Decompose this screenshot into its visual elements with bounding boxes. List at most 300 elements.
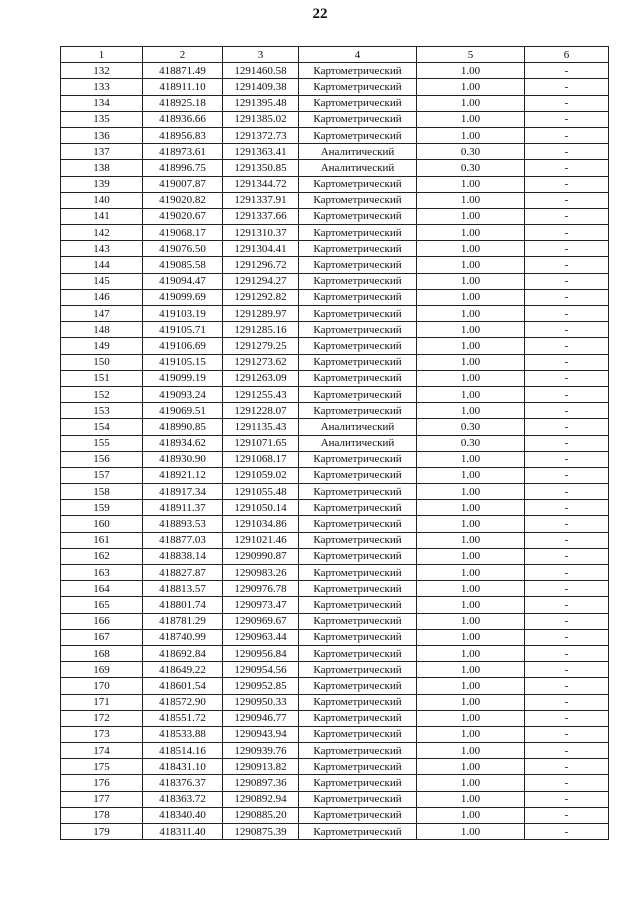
method-cell: Картометрический <box>299 484 417 500</box>
note-cell: - <box>525 678 609 694</box>
method-cell: Картометрический <box>299 386 417 402</box>
note-cell: - <box>525 241 609 257</box>
note-cell: - <box>525 694 609 710</box>
method-cell: Картометрический <box>299 662 417 678</box>
note-cell: - <box>525 548 609 564</box>
note-cell: - <box>525 662 609 678</box>
column-header: 1 <box>61 47 143 63</box>
x-coordinate-cell: 418827.87 <box>143 565 223 581</box>
note-cell: - <box>525 79 609 95</box>
y-coordinate-cell: 1291344.72 <box>223 176 299 192</box>
table-row <box>61 192 609 208</box>
accuracy-cell: 1.00 <box>417 95 525 111</box>
y-coordinate-cell: 1291350.85 <box>223 160 299 176</box>
x-coordinate-cell: 418781.29 <box>143 613 223 629</box>
table-row <box>61 176 609 192</box>
x-coordinate-cell: 418363.72 <box>143 791 223 807</box>
accuracy-cell: 1.00 <box>417 694 525 710</box>
accuracy-cell: 1.00 <box>417 241 525 257</box>
y-coordinate-cell: 1291294.27 <box>223 273 299 289</box>
table-row <box>61 726 609 742</box>
x-coordinate-cell: 418934.62 <box>143 435 223 451</box>
y-coordinate-cell: 1290956.84 <box>223 645 299 661</box>
method-cell: Картометрический <box>299 338 417 354</box>
x-coordinate-cell: 419105.15 <box>143 354 223 370</box>
y-coordinate-cell: 1291135.43 <box>223 419 299 435</box>
point-number-cell: 178 <box>61 807 143 823</box>
x-coordinate-cell: 418376.37 <box>143 775 223 791</box>
y-coordinate-cell: 1291255.43 <box>223 386 299 402</box>
table-row <box>61 354 609 370</box>
method-cell: Картометрический <box>299 403 417 419</box>
note-cell: - <box>525 726 609 742</box>
note-cell: - <box>525 532 609 548</box>
table-row <box>61 548 609 564</box>
table-row <box>61 597 609 613</box>
note-cell: - <box>525 306 609 322</box>
coordinates-table <box>60 46 609 840</box>
note-cell: - <box>525 807 609 823</box>
x-coordinate-cell: 418936.66 <box>143 111 223 127</box>
note-cell: - <box>525 338 609 354</box>
method-cell: Картометрический <box>299 581 417 597</box>
method-cell: Картометрический <box>299 354 417 370</box>
x-coordinate-cell: 418917.34 <box>143 484 223 500</box>
point-number-cell: 140 <box>61 192 143 208</box>
method-cell: Картометрический <box>299 95 417 111</box>
method-cell: Картометрический <box>299 208 417 224</box>
x-coordinate-cell: 418877.03 <box>143 532 223 548</box>
column-header: 6 <box>525 47 609 63</box>
accuracy-cell: 1.00 <box>417 306 525 322</box>
y-coordinate-cell: 1291395.48 <box>223 95 299 111</box>
point-number-cell: 169 <box>61 662 143 678</box>
table-row <box>61 95 609 111</box>
table-row <box>61 79 609 95</box>
point-number-cell: 177 <box>61 791 143 807</box>
accuracy-cell: 1.00 <box>417 532 525 548</box>
point-number-cell: 165 <box>61 597 143 613</box>
table-row <box>61 289 609 305</box>
method-cell: Аналитический <box>299 160 417 176</box>
point-number-cell: 146 <box>61 289 143 305</box>
point-number-cell: 157 <box>61 467 143 483</box>
point-number-cell: 166 <box>61 613 143 629</box>
y-coordinate-cell: 1291363.41 <box>223 144 299 160</box>
accuracy-cell: 0.30 <box>417 435 525 451</box>
note-cell: - <box>525 775 609 791</box>
column-header: 2 <box>143 47 223 63</box>
x-coordinate-cell: 419103.19 <box>143 306 223 322</box>
point-number-cell: 144 <box>61 257 143 273</box>
table-row <box>61 370 609 386</box>
method-cell: Аналитический <box>299 419 417 435</box>
x-coordinate-cell: 418801.74 <box>143 597 223 613</box>
method-cell: Картометрический <box>299 306 417 322</box>
accuracy-cell: 1.00 <box>417 629 525 645</box>
x-coordinate-cell: 419099.69 <box>143 289 223 305</box>
y-coordinate-cell: 1290913.82 <box>223 759 299 775</box>
accuracy-cell: 1.00 <box>417 289 525 305</box>
method-cell: Картометрический <box>299 63 417 79</box>
y-coordinate-cell: 1290897.36 <box>223 775 299 791</box>
accuracy-cell: 1.00 <box>417 338 525 354</box>
note-cell: - <box>525 95 609 111</box>
note-cell: - <box>525 208 609 224</box>
method-cell: Картометрический <box>299 241 417 257</box>
method-cell: Аналитический <box>299 144 417 160</box>
point-number-cell: 162 <box>61 548 143 564</box>
x-coordinate-cell: 418838.14 <box>143 548 223 564</box>
note-cell: - <box>525 354 609 370</box>
point-number-cell: 138 <box>61 160 143 176</box>
x-coordinate-cell: 419020.67 <box>143 208 223 224</box>
x-coordinate-cell: 418973.61 <box>143 144 223 160</box>
accuracy-cell: 1.00 <box>417 775 525 791</box>
x-coordinate-cell: 419105.71 <box>143 322 223 338</box>
y-coordinate-cell: 1290950.33 <box>223 694 299 710</box>
y-coordinate-cell: 1290875.39 <box>223 824 299 840</box>
point-number-cell: 149 <box>61 338 143 354</box>
accuracy-cell: 1.00 <box>417 516 525 532</box>
accuracy-cell: 0.30 <box>417 144 525 160</box>
table-row <box>61 662 609 678</box>
point-number-cell: 170 <box>61 678 143 694</box>
table-header-row <box>61 47 609 63</box>
y-coordinate-cell: 1291034.86 <box>223 516 299 532</box>
y-coordinate-cell: 1290952.85 <box>223 678 299 694</box>
point-number-cell: 132 <box>61 63 143 79</box>
point-number-cell: 147 <box>61 306 143 322</box>
accuracy-cell: 1.00 <box>417 807 525 823</box>
y-coordinate-cell: 1291263.09 <box>223 370 299 386</box>
method-cell: Картометрический <box>299 824 417 840</box>
method-cell: Картометрический <box>299 791 417 807</box>
accuracy-cell: 1.00 <box>417 451 525 467</box>
point-number-cell: 156 <box>61 451 143 467</box>
x-coordinate-cell: 418930.90 <box>143 451 223 467</box>
table-row <box>61 451 609 467</box>
y-coordinate-cell: 1291310.37 <box>223 225 299 241</box>
table-row <box>61 241 609 257</box>
y-coordinate-cell: 1290939.76 <box>223 743 299 759</box>
note-cell: - <box>525 127 609 143</box>
accuracy-cell: 1.00 <box>417 386 525 402</box>
accuracy-cell: 1.00 <box>417 484 525 500</box>
point-number-cell: 175 <box>61 759 143 775</box>
point-number-cell: 176 <box>61 775 143 791</box>
method-cell: Картометрический <box>299 127 417 143</box>
table-row <box>61 257 609 273</box>
x-coordinate-cell: 418340.40 <box>143 807 223 823</box>
point-number-cell: 135 <box>61 111 143 127</box>
table-row <box>61 386 609 402</box>
note-cell: - <box>525 144 609 160</box>
note-cell: - <box>525 176 609 192</box>
method-cell: Картометрический <box>299 678 417 694</box>
note-cell: - <box>525 565 609 581</box>
y-coordinate-cell: 1290963.44 <box>223 629 299 645</box>
table-row <box>61 419 609 435</box>
point-number-cell: 136 <box>61 127 143 143</box>
y-coordinate-cell: 1290892.94 <box>223 791 299 807</box>
note-cell: - <box>525 273 609 289</box>
y-coordinate-cell: 1290983.26 <box>223 565 299 581</box>
x-coordinate-cell: 418572.90 <box>143 694 223 710</box>
point-number-cell: 153 <box>61 403 143 419</box>
table-row <box>61 516 609 532</box>
method-cell: Картометрический <box>299 192 417 208</box>
point-number-cell: 158 <box>61 484 143 500</box>
table-row <box>61 225 609 241</box>
accuracy-cell: 1.00 <box>417 824 525 840</box>
method-cell: Картометрический <box>299 710 417 726</box>
y-coordinate-cell: 1291337.66 <box>223 208 299 224</box>
note-cell: - <box>525 289 609 305</box>
table-row <box>61 467 609 483</box>
y-coordinate-cell: 1291068.17 <box>223 451 299 467</box>
accuracy-cell: 1.00 <box>417 565 525 581</box>
y-coordinate-cell: 1291279.25 <box>223 338 299 354</box>
note-cell: - <box>525 516 609 532</box>
accuracy-cell: 1.00 <box>417 257 525 273</box>
accuracy-cell: 1.00 <box>417 273 525 289</box>
note-cell: - <box>525 322 609 338</box>
accuracy-cell: 1.00 <box>417 79 525 95</box>
x-coordinate-cell: 419094.47 <box>143 273 223 289</box>
y-coordinate-cell: 1290976.78 <box>223 581 299 597</box>
note-cell: - <box>525 160 609 176</box>
accuracy-cell: 1.00 <box>417 403 525 419</box>
accuracy-cell: 1.00 <box>417 63 525 79</box>
x-coordinate-cell: 418740.99 <box>143 629 223 645</box>
accuracy-cell: 0.30 <box>417 419 525 435</box>
method-cell: Картометрический <box>299 225 417 241</box>
note-cell: - <box>525 613 609 629</box>
column-header: 5 <box>417 47 525 63</box>
point-number-cell: 159 <box>61 500 143 516</box>
x-coordinate-cell: 418533.88 <box>143 726 223 742</box>
note-cell: - <box>525 63 609 79</box>
x-coordinate-cell: 418921.12 <box>143 467 223 483</box>
method-cell: Картометрический <box>299 467 417 483</box>
note-cell: - <box>525 484 609 500</box>
accuracy-cell: 1.00 <box>417 678 525 694</box>
point-number-cell: 139 <box>61 176 143 192</box>
note-cell: - <box>525 257 609 273</box>
y-coordinate-cell: 1290946.77 <box>223 710 299 726</box>
y-coordinate-cell: 1291385.02 <box>223 111 299 127</box>
y-coordinate-cell: 1291304.41 <box>223 241 299 257</box>
note-cell: - <box>525 500 609 516</box>
table-row <box>61 581 609 597</box>
page-number: 22 <box>312 6 328 22</box>
method-cell: Картометрический <box>299 370 417 386</box>
table-row <box>61 403 609 419</box>
accuracy-cell: 1.00 <box>417 111 525 127</box>
point-number-cell: 160 <box>61 516 143 532</box>
y-coordinate-cell: 1290969.67 <box>223 613 299 629</box>
method-cell: Картометрический <box>299 613 417 629</box>
x-coordinate-cell: 418514.16 <box>143 743 223 759</box>
table-row <box>61 435 609 451</box>
x-coordinate-cell: 418956.83 <box>143 127 223 143</box>
x-coordinate-cell: 418996.75 <box>143 160 223 176</box>
table-row <box>61 306 609 322</box>
note-cell: - <box>525 824 609 840</box>
y-coordinate-cell: 1290885.20 <box>223 807 299 823</box>
x-coordinate-cell: 419069.51 <box>143 403 223 419</box>
note-cell: - <box>525 743 609 759</box>
x-coordinate-cell: 418311.40 <box>143 824 223 840</box>
method-cell: Картометрический <box>299 322 417 338</box>
table-row <box>61 791 609 807</box>
accuracy-cell: 1.00 <box>417 192 525 208</box>
x-coordinate-cell: 419020.82 <box>143 192 223 208</box>
y-coordinate-cell: 1291021.46 <box>223 532 299 548</box>
table-row <box>61 273 609 289</box>
accuracy-cell: 1.00 <box>417 548 525 564</box>
note-cell: - <box>525 225 609 241</box>
note-cell: - <box>525 451 609 467</box>
accuracy-cell: 1.00 <box>417 662 525 678</box>
y-coordinate-cell: 1290954.56 <box>223 662 299 678</box>
y-coordinate-cell: 1291285.16 <box>223 322 299 338</box>
table-row <box>61 710 609 726</box>
y-coordinate-cell: 1290973.47 <box>223 597 299 613</box>
y-coordinate-cell: 1291055.48 <box>223 484 299 500</box>
accuracy-cell: 1.00 <box>417 743 525 759</box>
point-number-cell: 143 <box>61 241 143 257</box>
table-row <box>61 678 609 694</box>
column-header: 4 <box>299 47 417 63</box>
point-number-cell: 167 <box>61 629 143 645</box>
accuracy-cell: 1.00 <box>417 759 525 775</box>
point-number-cell: 152 <box>61 386 143 402</box>
accuracy-cell: 1.00 <box>417 225 525 241</box>
note-cell: - <box>525 386 609 402</box>
point-number-cell: 171 <box>61 694 143 710</box>
x-coordinate-cell: 418990.85 <box>143 419 223 435</box>
x-coordinate-cell: 418692.84 <box>143 645 223 661</box>
method-cell: Картометрический <box>299 257 417 273</box>
method-cell: Картометрический <box>299 273 417 289</box>
accuracy-cell: 1.00 <box>417 176 525 192</box>
x-coordinate-cell: 419068.17 <box>143 225 223 241</box>
note-cell: - <box>525 419 609 435</box>
method-cell: Картометрический <box>299 516 417 532</box>
y-coordinate-cell: 1290990.87 <box>223 548 299 564</box>
accuracy-cell: 0.30 <box>417 160 525 176</box>
table-row <box>61 629 609 645</box>
y-coordinate-cell: 1291296.72 <box>223 257 299 273</box>
point-number-cell: 151 <box>61 370 143 386</box>
method-cell: Картометрический <box>299 759 417 775</box>
note-cell: - <box>525 791 609 807</box>
y-coordinate-cell: 1291059.02 <box>223 467 299 483</box>
x-coordinate-cell: 418813.57 <box>143 581 223 597</box>
x-coordinate-cell: 418431.10 <box>143 759 223 775</box>
note-cell: - <box>525 435 609 451</box>
method-cell: Картометрический <box>299 111 417 127</box>
note-cell: - <box>525 597 609 613</box>
accuracy-cell: 1.00 <box>417 127 525 143</box>
table-row <box>61 565 609 581</box>
accuracy-cell: 1.00 <box>417 613 525 629</box>
table-row <box>61 694 609 710</box>
y-coordinate-cell: 1291050.14 <box>223 500 299 516</box>
accuracy-cell: 1.00 <box>417 467 525 483</box>
method-cell: Картометрический <box>299 807 417 823</box>
table-row <box>61 63 609 79</box>
table-row <box>61 208 609 224</box>
method-cell: Картометрический <box>299 694 417 710</box>
table-row <box>61 144 609 160</box>
method-cell: Картометрический <box>299 645 417 661</box>
y-coordinate-cell: 1291228.07 <box>223 403 299 419</box>
method-cell: Картометрический <box>299 289 417 305</box>
y-coordinate-cell: 1291273.62 <box>223 354 299 370</box>
note-cell: - <box>525 759 609 775</box>
point-number-cell: 141 <box>61 208 143 224</box>
point-number-cell: 164 <box>61 581 143 597</box>
accuracy-cell: 1.00 <box>417 645 525 661</box>
method-cell: Картометрический <box>299 775 417 791</box>
point-number-cell: 142 <box>61 225 143 241</box>
point-number-cell: 154 <box>61 419 143 435</box>
x-coordinate-cell: 418601.54 <box>143 678 223 694</box>
method-cell: Картометрический <box>299 726 417 742</box>
y-coordinate-cell: 1291409.38 <box>223 79 299 95</box>
method-cell: Картометрический <box>299 500 417 516</box>
table-row <box>61 645 609 661</box>
y-coordinate-cell: 1291292.82 <box>223 289 299 305</box>
table-row <box>61 160 609 176</box>
point-number-cell: 161 <box>61 532 143 548</box>
table-row <box>61 500 609 516</box>
method-cell: Аналитический <box>299 435 417 451</box>
y-coordinate-cell: 1291460.58 <box>223 63 299 79</box>
accuracy-cell: 1.00 <box>417 597 525 613</box>
table-row <box>61 127 609 143</box>
point-number-cell: 173 <box>61 726 143 742</box>
table-body <box>61 63 609 840</box>
accuracy-cell: 1.00 <box>417 791 525 807</box>
x-coordinate-cell: 419085.58 <box>143 257 223 273</box>
method-cell: Картометрический <box>299 597 417 613</box>
y-coordinate-cell: 1290943.94 <box>223 726 299 742</box>
x-coordinate-cell: 419099.19 <box>143 370 223 386</box>
column-header: 3 <box>223 47 299 63</box>
x-coordinate-cell: 419093.24 <box>143 386 223 402</box>
point-number-cell: 145 <box>61 273 143 289</box>
point-number-cell: 137 <box>61 144 143 160</box>
method-cell: Картометрический <box>299 565 417 581</box>
y-coordinate-cell: 1291372.73 <box>223 127 299 143</box>
accuracy-cell: 1.00 <box>417 581 525 597</box>
table-row <box>61 807 609 823</box>
x-coordinate-cell: 418649.22 <box>143 662 223 678</box>
point-number-cell: 148 <box>61 322 143 338</box>
method-cell: Картометрический <box>299 451 417 467</box>
point-number-cell: 172 <box>61 710 143 726</box>
point-number-cell: 133 <box>61 79 143 95</box>
note-cell: - <box>525 467 609 483</box>
accuracy-cell: 1.00 <box>417 208 525 224</box>
table-row <box>61 613 609 629</box>
x-coordinate-cell: 419076.50 <box>143 241 223 257</box>
note-cell: - <box>525 111 609 127</box>
